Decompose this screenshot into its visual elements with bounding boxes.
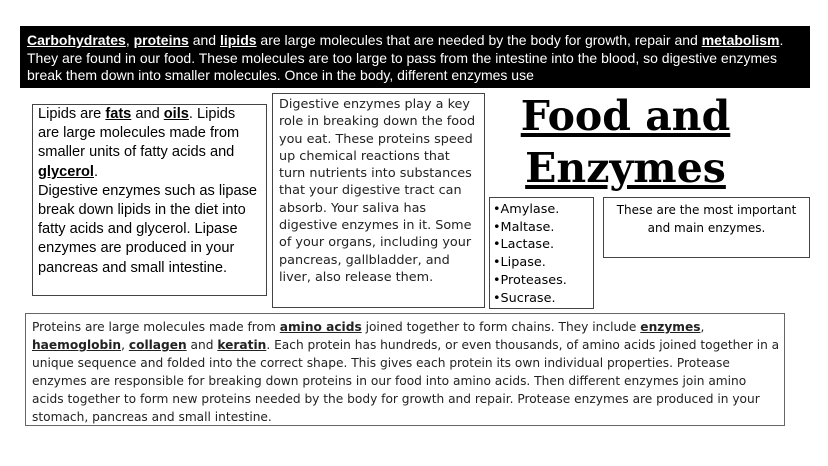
lipids-text: Digestive enzymes such as lipase break down lipids in the diet into fatty acids and glycerol. Lipase enzymes are produced in your pancreas and small intestine. — [38, 182, 258, 276]
term-keratin: keratin — [217, 338, 267, 352]
proteins-text: joined together to form chains. They include — [361, 320, 641, 334]
list-item: •Lactase. — [493, 237, 555, 253]
proteins-text: , — [121, 338, 129, 352]
term-haemoglobin: haemoglobin — [32, 338, 122, 352]
term-lipids: lipids — [219, 32, 257, 48]
proteins-text: and — [186, 338, 218, 352]
term-proteins: proteins — [133, 32, 189, 48]
intro-banner — [20, 26, 810, 88]
list-item: •Lipase. — [493, 255, 546, 271]
lipids-text: and — [131, 106, 164, 122]
term-glycerol: glycerol — [38, 163, 94, 180]
term-oils: oils — [163, 106, 189, 122]
term-carbohydrates: Carbohydrates — [27, 32, 126, 48]
list-item: •Sucrase. — [493, 290, 556, 306]
lipids-textbox — [32, 104, 267, 296]
term-fats: fats — [105, 106, 132, 122]
digestive-enzymes-textbox — [272, 93, 485, 308]
lipids-text: . — [93, 163, 99, 180]
list-item: •Amylase. — [493, 202, 560, 217]
term-enzymes: enzymes — [640, 320, 701, 334]
main-enzymes-note — [603, 197, 810, 258]
note-text: These are the most important and main enzymes. — [616, 203, 797, 235]
enzyme-list — [489, 197, 594, 309]
banner-text: and — [188, 32, 220, 48]
proteins-textbox — [25, 313, 785, 426]
title-line-2: Enzymes — [525, 144, 726, 192]
banner-text: , — [125, 32, 134, 48]
term-metabolism: metabolism — [701, 32, 780, 48]
list-item: •Proteases. — [493, 272, 567, 288]
proteins-text: , — [700, 320, 705, 334]
title-line-1: Food and — [520, 92, 731, 140]
term-amino-acids: amino acids — [279, 320, 362, 334]
list-item: •Maltase. — [493, 219, 555, 235]
proteins-text: Proteins are large molecules made from — [32, 320, 280, 334]
lipids-text: . Lipids are large molecules made from smaller units of fatty acids and — [38, 106, 240, 161]
digestive-text: Digestive enzymes play a key role in breaking down the food you eat. These proteins speed up chemical reactions that turn nutrients into substances that your digestive tract can absorb. Your saliva has digestive enzymes in it. Some of your organs, including your pancreas, gallbladder, and liver, also release them. — [279, 97, 476, 285]
lipids-text: Lipids are — [38, 106, 106, 122]
term-collagen: collagen — [128, 338, 187, 352]
page-title — [508, 90, 743, 194]
proteins-text: . Each protein has hundreds, or even thousands, of amino acids joined together in a unique sequence and folded into the correct shape. This gives each protein its own individual properties. Protease enzymes are responsible for breaking down proteins in our food into amino acids. Then different enzymes join amino acids together to form new proteins needed by the body for growth and repair. Protease enzymes are produced in your stomach, pancreas and small intestine. — [32, 338, 780, 424]
banner-text: . They are found in our food. These molecules are too large to pass from the intestine into the blood, so digestive enzymes break them down into smaller molecules. Once in the body, different enzymes use — [27, 32, 784, 83]
banner-text: are large molecules that are needed by the body for growth, repair and — [256, 32, 702, 48]
